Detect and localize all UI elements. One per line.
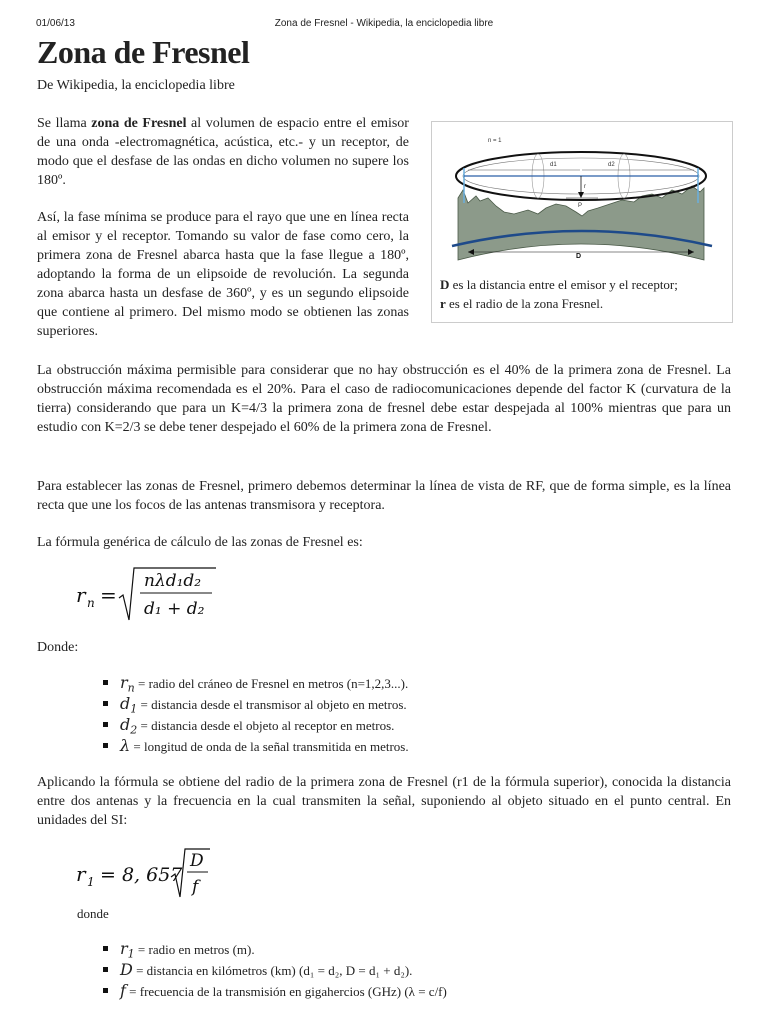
formula-denominator: d₁ + d₂ [144, 599, 205, 619]
formula-lhs-sub: n [87, 596, 95, 610]
label-p: P [578, 203, 583, 209]
fresnel-figure [431, 121, 733, 323]
list-item: $d_2$ = distancia desde el objeto al receptor en metros. [103, 714, 409, 735]
label-n: n = 1 [488, 138, 502, 144]
si-lhs: r [76, 862, 86, 886]
si-variables-list [103, 938, 447, 1001]
paragraph-formula-intro: La fórmula genérica de cálculo de las zonas de Fresnel es: [37, 535, 363, 550]
paragraph-phase: Así, la fase mínima se produce para el rayo que une en línea recta al emisor y el receptor. Tomando su valor de fase como cero, la primera zona de Fresnel abarca hasta que la fase llegue a 180º, adoptando la forma de un elipsoide de revolución. La segunda zona abarca hasta un desfase de 360º, y es un segundo elipsoide que contiene al primero. Del mismo modo se obtienen las zonas superiores. [37, 210, 409, 339]
donde-label: Donde: [37, 640, 79, 655]
print-header [0, 18, 768, 32]
si-constant: = 8, 657 [100, 864, 183, 886]
list-item: $r_1$ = radio en metros (m). [103, 938, 447, 959]
paragraph-si-units: Aplicando la fórmula se obtiene del radio de la primera zona de Fresnel (r1 de la fórmula superior), conocida la distancia entre dos antenas y la frecuencia en la cual transmiten la señal, suponiendo al objeto situado en el punto central. En unidades del SI: [37, 775, 731, 828]
fresnel-diagram [438, 128, 726, 273]
page-title: Zona de Fresnel [37, 34, 250, 70]
general-formula-graphic [76, 564, 236, 624]
figure-caption: D es la distancia entre el emisor y el receptor; r es el radio de la zona Fresnel. [440, 277, 678, 311]
r-arrowhead [578, 192, 584, 198]
list-item: D = distancia en kilómetros (km) (d₁ = d₂, D = d₁ + d₂). [103, 959, 447, 980]
paragraph-obstruction: La obstrucción máxima permisible para considerar que no hay obstrucción es el 40% de la primera zona de Fresnel. La obstrucción máxima recomendada es el 20%. Para el caso de radiocomunicaciones depende del factor K (curvatura de la tierra) considerando que para un K=4/3 la primera zona de fresnel debe estar despejada al 100% mientras que para un estudio con K=2/3 se debe tener despejado el 60% de la primera zona de Fresnel. [37, 363, 731, 435]
general-formula [76, 564, 236, 624]
print-date: 01/06/13 [36, 18, 75, 29]
paragraph-rf-line: Para establecer las zonas de Fresnel, primero debemos determinar la línea de vista de RF, que de forma simple, es la línea recta que une los focos de las antenas transmisora y receptora. [37, 479, 731, 513]
label-d2: d2 [608, 162, 615, 168]
list-item: $r_n$ = radio del cráneo de Fresnel en metros (n=1,2,3...). [103, 672, 409, 693]
formula-numerator: nλd₁d₂ [144, 571, 202, 591]
variables-list [103, 672, 409, 756]
print-page-title: Zona de Fresnel - Wikipedia, la enciclopedia libre [274, 18, 494, 29]
si-numerator: D [190, 851, 204, 871]
donde-label-2: donde [77, 906, 109, 921]
si-formula-graphic [76, 845, 226, 901]
si-formula [76, 845, 226, 901]
list-item: λ = longitud de onda de la señal transmitida en metros. [103, 735, 409, 756]
formula-equals: = [100, 583, 117, 607]
formula-lhs: r [76, 583, 86, 607]
si-lhs-sub: 1 [87, 875, 95, 889]
si-denominator: f [192, 877, 199, 897]
label-d1: d1 [550, 162, 557, 168]
list-item: f = frecuencia de la transmisión en gigahercios (GHz) (λ = c/f) [103, 980, 447, 1001]
intro-term: zona de Fresnel [91, 116, 187, 131]
label-r: r [584, 184, 586, 190]
intro-paragraph: Se llama zona de Fresnel al volumen de espacio entre el emisor de una onda -electromagnética, acústica, etc.- y un receptor, de modo que el desfase de las ondas en dicho volumen no supere los 180º. [37, 116, 409, 188]
list-item: $d_1$ = distancia desde el transmisor al objeto en metros. [103, 693, 409, 714]
page-subtitle: De Wikipedia, la enciclopedia libre [37, 78, 235, 93]
label-D: D [576, 253, 582, 260]
